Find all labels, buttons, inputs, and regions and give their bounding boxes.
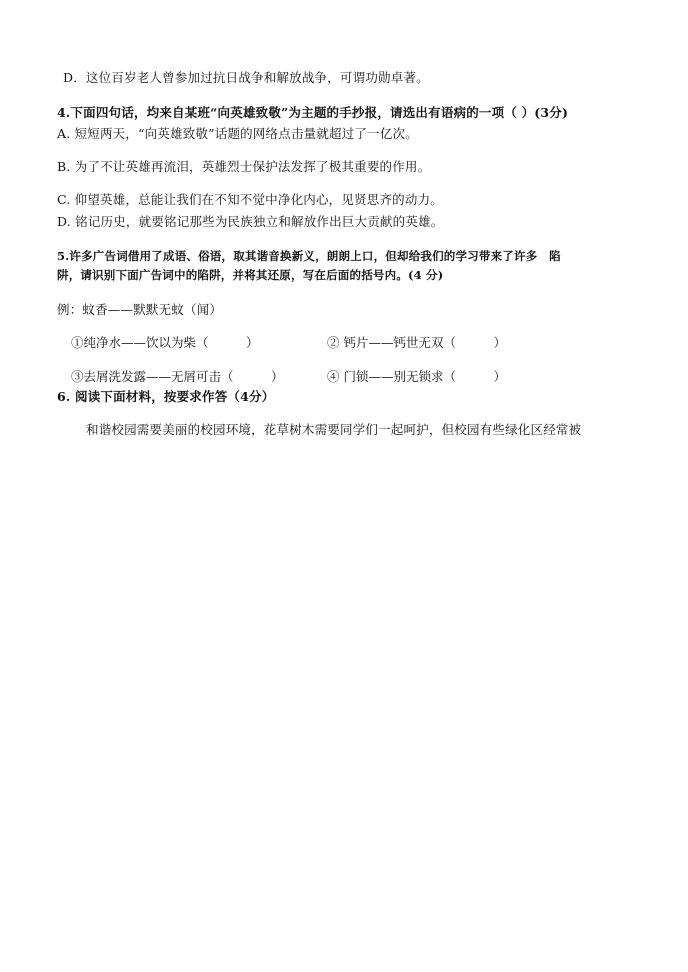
q5-item-3: ③去屑洗发露——无屑可击（ ） [71, 369, 284, 384]
q6-paragraph: 和谐校园需要美丽的校园环境，花草树木需要同学们一起呵护，但校园有些绿化区经常被 [86, 422, 582, 437]
q3-option-d: D．这位百岁老人曾参加过抗日战争和解放战争，可谓功勋卓著。 [63, 70, 429, 85]
q5-item-1: ①纯净水——饮以为柴（ ） [71, 335, 259, 350]
q4-option-c: C. 仰望英雄，总能让我们在不知不觉中净化内心，见贤思齐的动力。 [57, 192, 443, 207]
q5-stem-line1: 5.许多广告词借用了成语、俗语，取其谐音换新义，朗朗上口，但却给我们的学习带来了许多 陷 [57, 249, 561, 263]
q5-example: 例：蚊香——默默无蚊（闻） [57, 302, 223, 317]
q6-stem: 6. 阅读下面材料，按要求作答（4分） [57, 389, 275, 404]
q4-option-b: B. 为了不让英雄再流泪，英雄烈士保护法发挥了极其重要的作用。 [57, 159, 431, 174]
q5-stem-line2: 阱，请识别下面广告词中的陷阱，并将其还原，写在后面的括号内。(4 分) [57, 268, 444, 282]
q5-item-2: ② 钙片——钙世无双（ ） [327, 335, 506, 350]
q5-item-4: ④ 门锁——别无锁求（ ） [327, 369, 506, 384]
q4-option-a: A. 短短两天，“向英雄致敬”话题的网络点击量就超过了一亿次。 [57, 126, 418, 141]
q4-option-d: D. 铭记历史，就要铭记那些为民族独立和解放作出巨大贡献的英雄。 [57, 214, 444, 229]
q4-stem: 4.下面四句话，均来自某班“向英雄致敬”为主题的手抄报，请选出有语病的一项（ ）(3分) [57, 105, 569, 120]
